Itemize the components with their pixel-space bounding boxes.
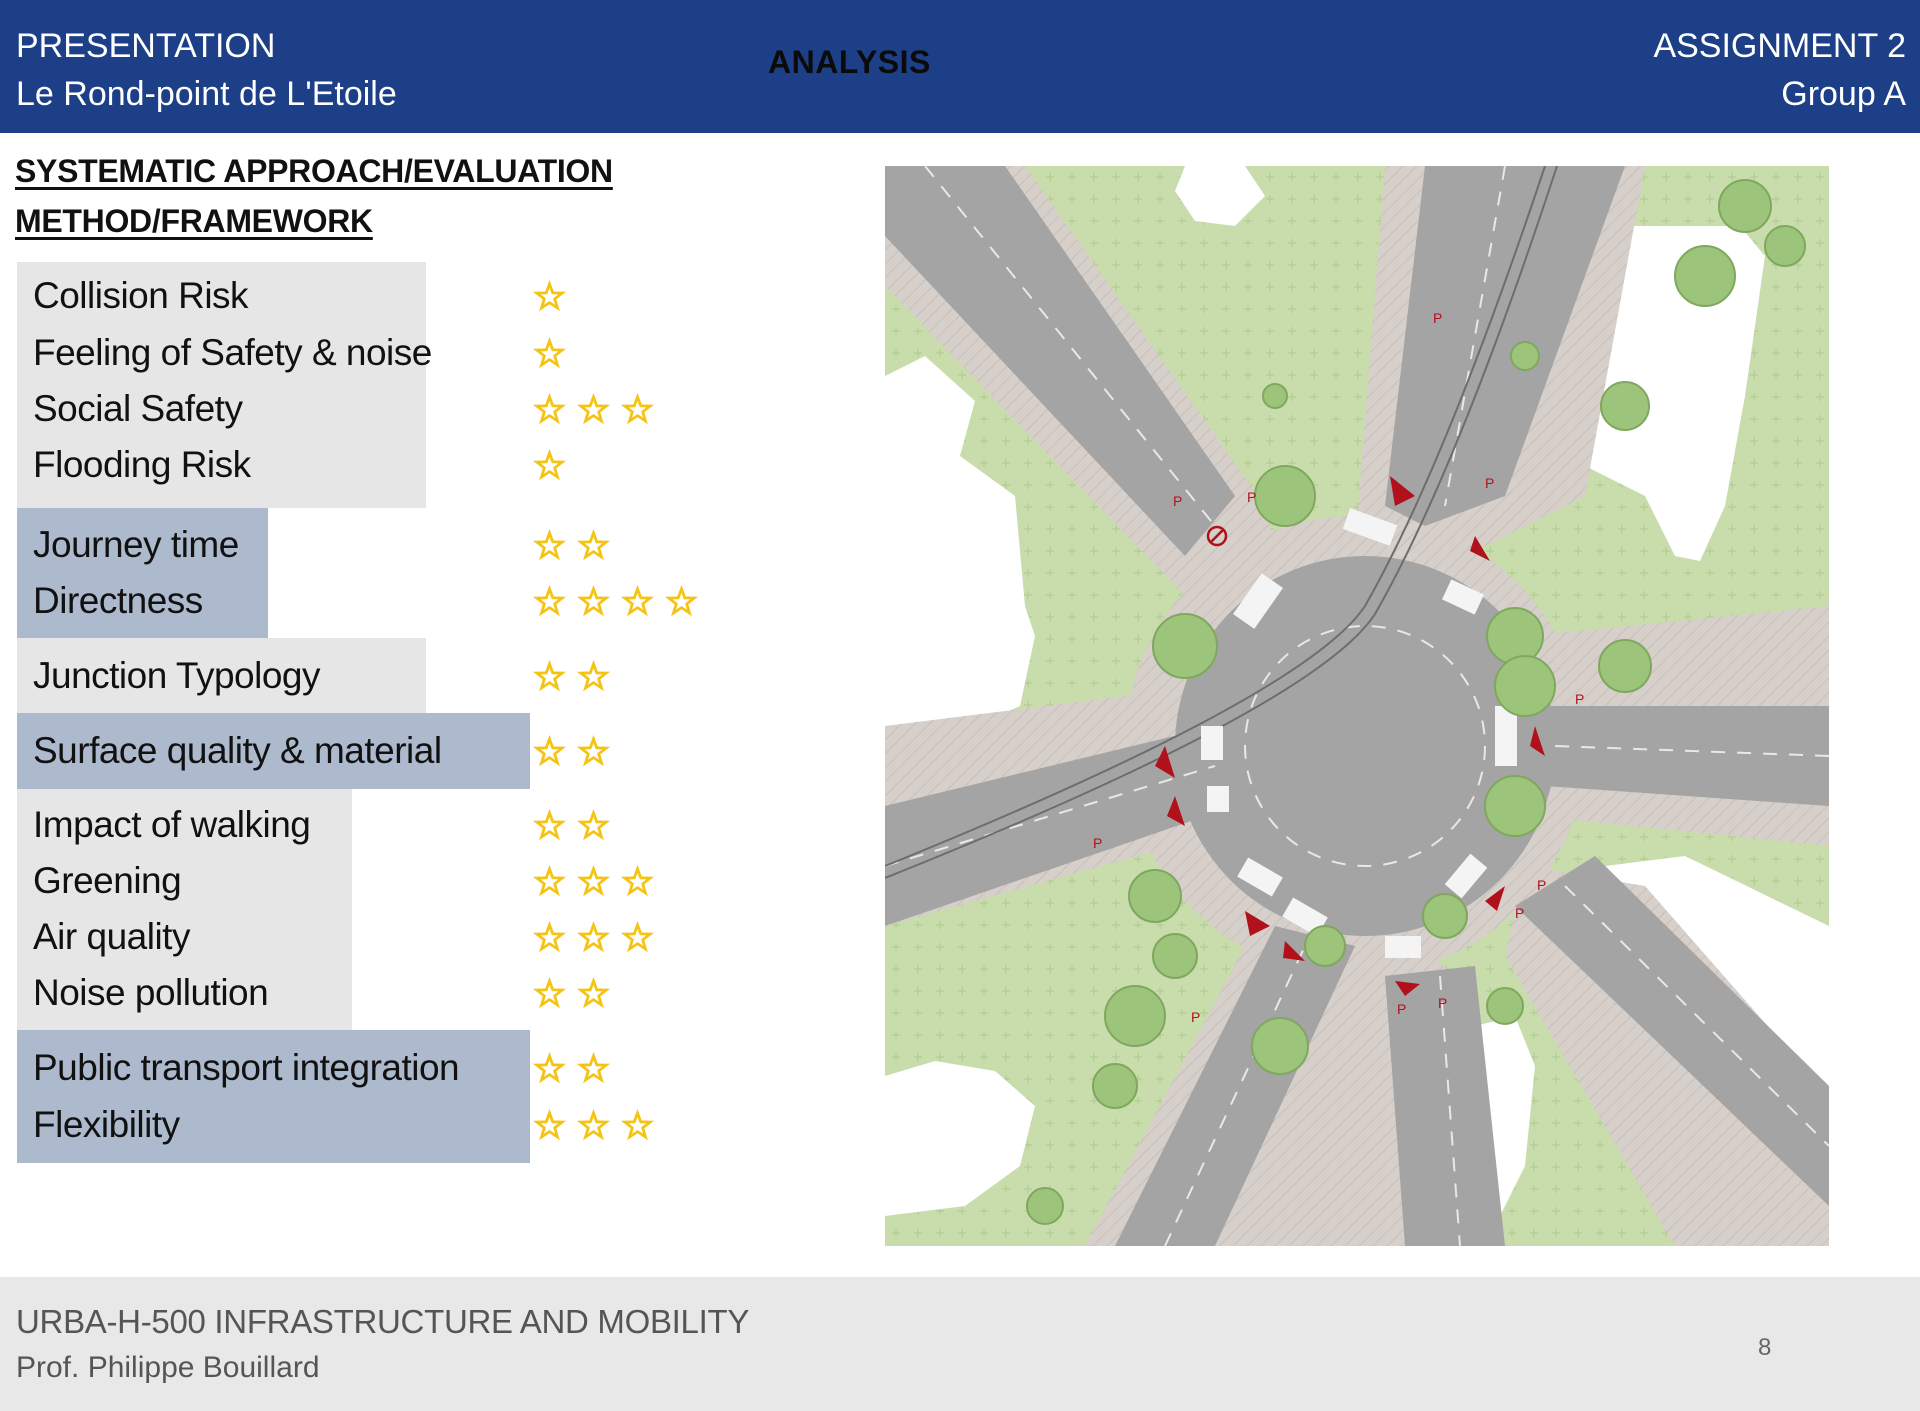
star-icon — [618, 582, 657, 621]
star-icon — [618, 390, 657, 429]
star-icon — [618, 1106, 657, 1145]
criterion-label: Air quality — [33, 916, 190, 957]
star-icon — [574, 918, 613, 957]
star-icon — [574, 657, 613, 696]
group-label: Group A — [1781, 75, 1906, 113]
header-line2: Le Rond-point de L'Etoile — [16, 75, 397, 113]
criterion-label: Public transport integration — [33, 1047, 460, 1088]
star-icon — [574, 390, 613, 429]
star-icon — [530, 732, 569, 771]
rating-stars — [530, 1106, 657, 1145]
rating-stars — [530, 277, 569, 316]
star-icon — [530, 918, 569, 957]
star-icon — [618, 862, 657, 901]
star-icon — [574, 732, 613, 771]
rating-stars — [530, 657, 613, 696]
criterion-label: Collision Risk — [33, 275, 249, 316]
rating-stars — [530, 1049, 613, 1088]
rating-stars — [530, 446, 569, 485]
criterion-label: Feeling of Safety & noise — [33, 332, 432, 373]
star-icon — [530, 277, 569, 316]
section-title-line2: METHOD/FRAMEWORK — [15, 203, 373, 239]
criterion-label: Social Safety — [33, 388, 243, 429]
criterion-label: Noise pollution — [33, 972, 269, 1013]
parking-marker: P — [1173, 493, 1183, 509]
criterion-label: Flexibility — [33, 1104, 180, 1145]
assignment-info — [1653, 22, 1906, 118]
section-title — [15, 146, 615, 246]
professor-name: Prof. Philippe Bouillard — [16, 1351, 320, 1384]
rating-stars — [530, 918, 657, 957]
star-icon — [530, 446, 569, 485]
star-icon — [530, 806, 569, 845]
star-icon — [530, 974, 569, 1013]
assignment-label: ASSIGNMENT 2 — [1653, 27, 1906, 65]
star-icon — [574, 862, 613, 901]
star-icon — [574, 806, 613, 845]
page-number: 8 — [1758, 1334, 1772, 1361]
parking-marker: P — [1191, 1009, 1201, 1025]
criterion-label: Greening — [33, 860, 182, 901]
parking-marker: P — [1093, 835, 1103, 851]
star-icon — [530, 334, 569, 373]
criterion-label: Junction Typology — [33, 655, 321, 696]
star-icon — [574, 1049, 613, 1088]
parking-marker: P — [1438, 995, 1448, 1011]
rating-stars — [530, 526, 613, 565]
roundabout-plan-icon — [885, 166, 1829, 1246]
star-icon — [574, 526, 613, 565]
roundabout-map — [885, 166, 1829, 1246]
criterion-label: Journey time — [33, 524, 239, 565]
star-icon — [618, 918, 657, 957]
rating-stars — [530, 862, 657, 901]
parking-marker: P — [1397, 1001, 1407, 1017]
star-icon — [530, 1106, 569, 1145]
rating-stars — [530, 334, 569, 373]
star-icon — [574, 974, 613, 1013]
parking-marker: P — [1575, 691, 1585, 707]
star-icon — [530, 390, 569, 429]
rating-stars — [530, 390, 657, 429]
parking-marker: P — [1537, 877, 1547, 893]
parking-marker: P — [1515, 905, 1525, 921]
star-icon — [530, 657, 569, 696]
rating-stars — [530, 732, 613, 771]
criterion-label: Surface quality & material — [33, 730, 442, 771]
criterion-label: Directness — [33, 580, 203, 621]
header-center-title: ANALYSIS — [768, 44, 931, 80]
parking-marker: P — [1433, 310, 1443, 326]
section-title-line1: SYSTEMATIC APPROACH/EVALUATION — [15, 153, 613, 189]
footer-bar — [0, 1277, 1920, 1411]
course-title: URBA-H-500 INFRASTRUCTURE AND MOBILITY — [16, 1303, 750, 1340]
star-icon — [530, 862, 569, 901]
presentation-title — [16, 22, 397, 118]
parking-marker: P — [1485, 475, 1495, 491]
header-line1: PRESENTATION — [16, 27, 276, 65]
header-bar — [0, 0, 1920, 133]
star-icon — [574, 582, 613, 621]
star-icon — [530, 1049, 569, 1088]
star-icon — [662, 582, 701, 621]
star-icon — [574, 1106, 613, 1145]
rating-stars — [530, 806, 613, 845]
rating-stars — [530, 582, 701, 621]
criterion-label: Impact of walking — [33, 804, 311, 845]
parking-marker: P — [1247, 489, 1257, 505]
rating-stars — [530, 974, 613, 1013]
star-icon — [530, 526, 569, 565]
star-icon — [530, 582, 569, 621]
criterion-label: Flooding Risk — [33, 444, 251, 485]
